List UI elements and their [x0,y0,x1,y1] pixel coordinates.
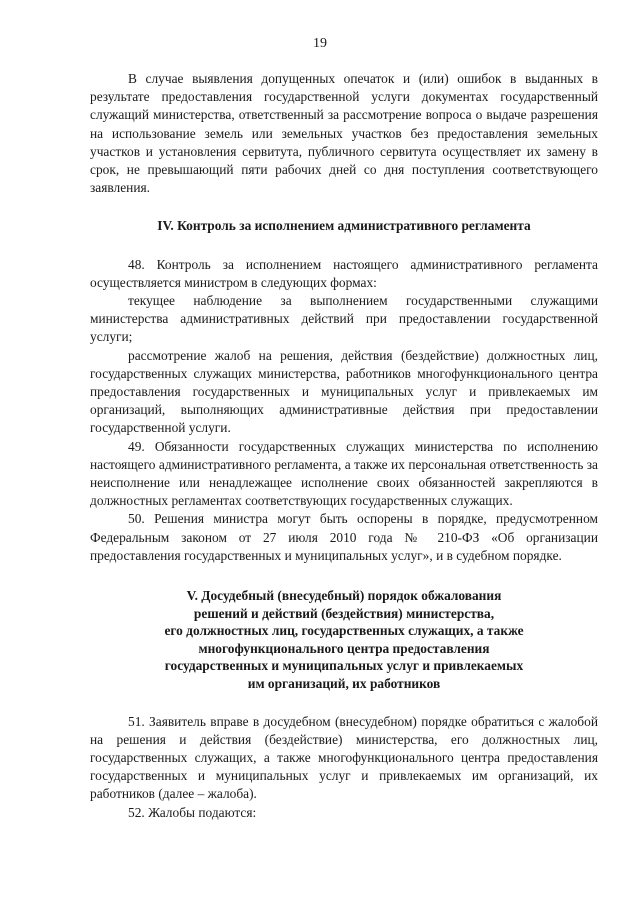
paragraph-correction-of-errors: В случае выявления допущенных опечаток и (или) ошибок в выданных в результате предоставления государственной услуги документах государственный служащий министерства, ответственный за рассмотрение вопроса о выдаче разрешения на использование земель или земельных участков без предоставления земельных участков и установления сервитута, публичного сервитута осуществляет их замену в срок, не превышающий пяти рабочих дней со дня поступления соответствующего заявления. [90,71,598,196]
section-heading-v [90,587,598,693]
paragraph-51: 51. Заявитель вправе в досудебном (внесудебном) порядке обратиться с жалобой на решения и действия (бездействие) министерства, его должностных лиц, государственных служащих, а также многофункционального центра предоставления государственных и муниципальных услуг и привлекаемых им организаций, их работников (далее – жалоба). [90,713,598,802]
paragraph-48-complaints-review: рассмотрение жалоб на решения, действия (бездействие) должностных лиц, государственных служащих министерства, работников многофункционального центра предоставления государственных и муниципальных услуг и привлекаемых им организаций, выполняющих административные действия при предоставлении государственной услуги. [90,347,598,436]
section-heading-v-line: им организаций, их работников [247,676,441,692]
page-number: 19 [313,36,327,51]
section-heading-v-line: государственных и муниципальных услуг и привлекаемых [164,658,524,674]
paragraph-49: 49. Обязанности государственных служащих министерства по исполнению настоящего административного регламента, а также их персональная ответственность за неисполнение или ненадлежащее исполнение своих обязанностей закрепляются в должностных регламентах соответствующих государственных служащих. [90,438,598,509]
paragraph-52: 52. Жалобы подаются: [128,804,257,820]
paragraph-48-current-monitoring: текущее наблюдение за выполнением государственными служащими министерства административных действий при предоставлении государственной услуги; [90,293,598,345]
section-heading-v-line: многофункционального центра предоставления [198,640,490,656]
section-heading-iv: IV. Контроль за исполнением административного регламента [157,218,531,234]
paragraph-48: 48. Контроль за исполнением настоящего административного регламента осуществляется министром в следующих формах: [90,256,598,290]
section-heading-v-line: V. Досудебный (внесудебный) порядок обжалования [186,588,502,604]
section-heading-v-line: его должностных лиц, государственных служащих, а также [164,623,524,639]
document-body [90,70,598,822]
section-heading-v-line: решений и действий (бездействия) министерства, [193,605,495,621]
paragraph-50: 50. Решения министра могут быть оспорены в порядке, предусмотренном Федеральным законом от 27 июля 2010 года № 210-ФЗ «Об организации предоставления государственных и муниципальных услуг», и в судебном порядке. [90,511,598,563]
